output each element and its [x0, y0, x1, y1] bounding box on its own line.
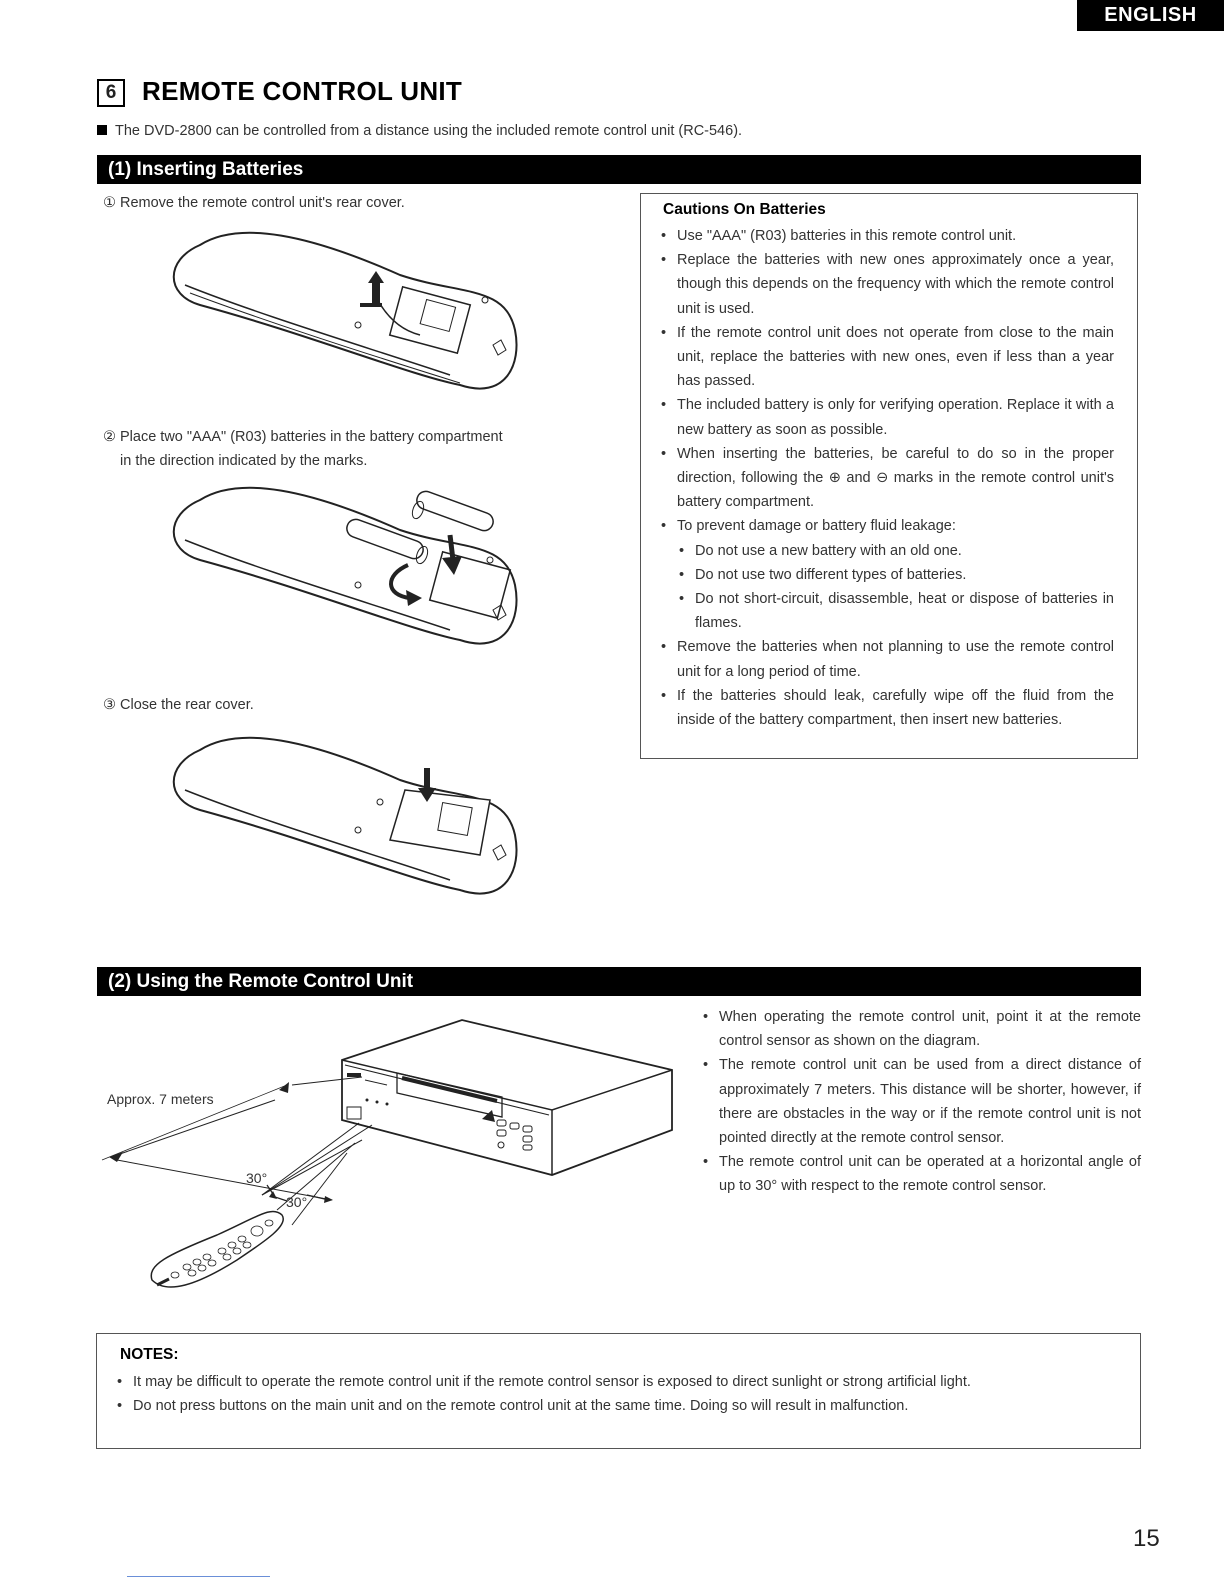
- caution-item: • If the remote control unit does not operate from close to the main unit, replace the batteries with new ones, even if less than a year has passed.: [659, 321, 1114, 394]
- step-text-line2: in the direction indicated by the marks.: [120, 453, 368, 469]
- caution-subitem: • Do not use two different types of batteries.: [677, 563, 1114, 587]
- page-number: 15: [1133, 1525, 1160, 1552]
- angle-label-lower: 30°: [286, 1194, 308, 1210]
- step-2: [103, 425, 503, 473]
- using-item: • The remote control unit can be used from a direct distance of approximately 7 meters. This distance will be shorter, however, if there are obstacles in the way or if the remote control unit is not pointed directly at the remote control sensor.: [701, 1053, 1141, 1150]
- step-number: ②: [103, 429, 116, 445]
- caution-sublist: [677, 539, 1114, 636]
- footer-rule: [127, 1576, 270, 1577]
- caution-item: • Remove the batteries when not planning to use the remote control unit for a long period of time.: [659, 635, 1114, 683]
- caution-item: • Replace the batteries with new ones approximately once a year, though this depends on the frequency with which the remote control unit is used.: [659, 248, 1114, 321]
- intro-text: [97, 123, 742, 139]
- step-number: ①: [103, 195, 116, 211]
- notes-box: [96, 1333, 1141, 1449]
- caution-item: • The included battery is only for verifying operation. Replace it with a new battery as soon as possible.: [659, 393, 1114, 441]
- caution-item: • If the batteries should leak, carefully wipe off the fluid from the inside of the battery compartment, then insert new batteries.: [659, 684, 1114, 732]
- step-number: ③: [103, 697, 116, 713]
- step-text-line1: Place two "AAA" (R03) batteries in the battery compartment: [120, 429, 503, 445]
- section-number: 6: [97, 79, 125, 107]
- step-text: Close the rear cover.: [120, 697, 254, 713]
- using-remote-heading: (2) Using the Remote Control Unit: [97, 967, 1141, 996]
- step-1: [103, 191, 405, 215]
- remote-open-cover-illustration: [160, 225, 530, 415]
- caution-subitem: • Do not use a new battery with an old one.: [677, 539, 1114, 563]
- caution-item-with-subitems: [659, 514, 1114, 635]
- notes-title: NOTES:: [120, 1346, 179, 1363]
- using-item: • The remote control unit can be operated at a horizontal angle of up to 30° with respect to the remote control sensor.: [701, 1150, 1141, 1198]
- intro-sentence: The DVD-2800 can be controlled from a distance using the included remote control unit (RC-546).: [115, 123, 743, 139]
- remote-insert-batteries-illustration: [160, 480, 530, 690]
- language-tab: ENGLISH: [1077, 0, 1224, 31]
- caution-item: • Use "AAA" (R03) batteries in this remote control unit.: [659, 224, 1114, 248]
- cautions-box: [640, 193, 1138, 759]
- notes-list: [115, 1370, 1115, 1418]
- angle-label-upper: 30°: [246, 1170, 268, 1186]
- caution-subitem: • Do not short-circuit, disassemble, heat or dispose of batteries in flames.: [677, 587, 1114, 635]
- note-item: • It may be difficult to operate the remote control unit if the remote control sensor is exposed to direct sunlight or strong artificial light.: [115, 1370, 1115, 1394]
- caution-item: • When inserting the batteries, be careful to do so in the proper direction, following the ⊕ and ⊖ marks in the remote control unit's battery compartment.: [659, 442, 1114, 515]
- note-item: • Do not press buttons on the main unit and on the remote control unit at the same time. Doing so will result in malfunction.: [115, 1394, 1115, 1418]
- cautions-list: [659, 224, 1114, 732]
- using-item: • When operating the remote control unit, point it at the remote control sensor as shown on the diagram.: [701, 1005, 1141, 1053]
- step-text: Remove the remote control unit's rear cover.: [120, 195, 405, 211]
- remote-close-cover-illustration: [160, 730, 530, 920]
- remote-range-diagram: [97, 1005, 697, 1315]
- section-title: REMOTE CONTROL UNIT: [142, 76, 463, 106]
- distance-label: Approx. 7 meters: [107, 1091, 214, 1107]
- cautions-title: Cautions On Batteries: [663, 201, 826, 218]
- inserting-batteries-heading: (1) Inserting Batteries: [97, 155, 1141, 184]
- step-3: [103, 693, 254, 717]
- square-bullet-icon: [97, 125, 107, 135]
- using-remote-list: [701, 1005, 1141, 1199]
- caution-item-text: To prevent damage or battery fluid leakage:: [677, 518, 956, 535]
